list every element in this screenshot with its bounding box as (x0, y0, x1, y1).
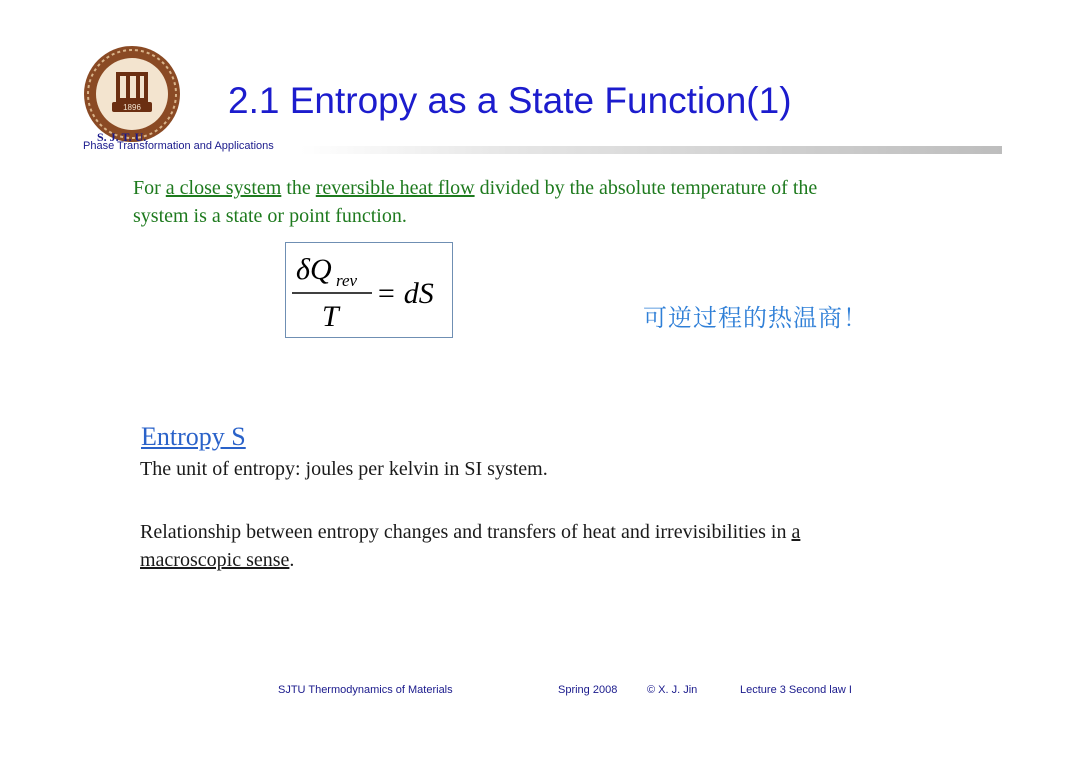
formula-numerator: δQ (296, 253, 332, 286)
reversible-heat-flow-term: reversible heat flow (315, 177, 475, 199)
footer-lecture: Lecture 3 Second law I (740, 684, 852, 696)
chinese-note: 可逆过程的热温商！ (643, 304, 868, 332)
close-system-term: a close system (165, 177, 282, 199)
formula-subscript: rev (336, 271, 358, 290)
footer-author: © X. J. Jin (647, 684, 698, 696)
slide-title: 2.1 Entropy as a State Function(1) (228, 80, 792, 121)
intro-paragraph: For a close system the reversible heat flow divided by the absolute temperature of the system is a state or point function. (133, 177, 818, 227)
svg-text:1896: 1896 (123, 103, 141, 112)
formula-rhs: = dS (376, 277, 434, 310)
entropy-formula (285, 242, 453, 338)
course-subtitle: Phase Transformation and Applications (83, 140, 274, 152)
entropy-heading: Entropy S (141, 422, 246, 451)
school-abbrev: S. J. T. U. (97, 130, 147, 144)
formula-denominator: T (322, 300, 339, 333)
entropy-unit-text: The unit of entropy: joules per kelvin in SI system. (140, 458, 548, 480)
macroscopic-sense-term: a macroscopic sense (140, 521, 801, 571)
header-divider (300, 146, 1002, 154)
entropy-relationship-text: Relationship between entropy changes and transfers of heat and irrevisibilities in a macroscopic sense. (140, 521, 801, 571)
footer-course: SJTU Thermodynamics of Materials (278, 684, 453, 696)
footer-term: Spring 2008 (558, 684, 618, 696)
